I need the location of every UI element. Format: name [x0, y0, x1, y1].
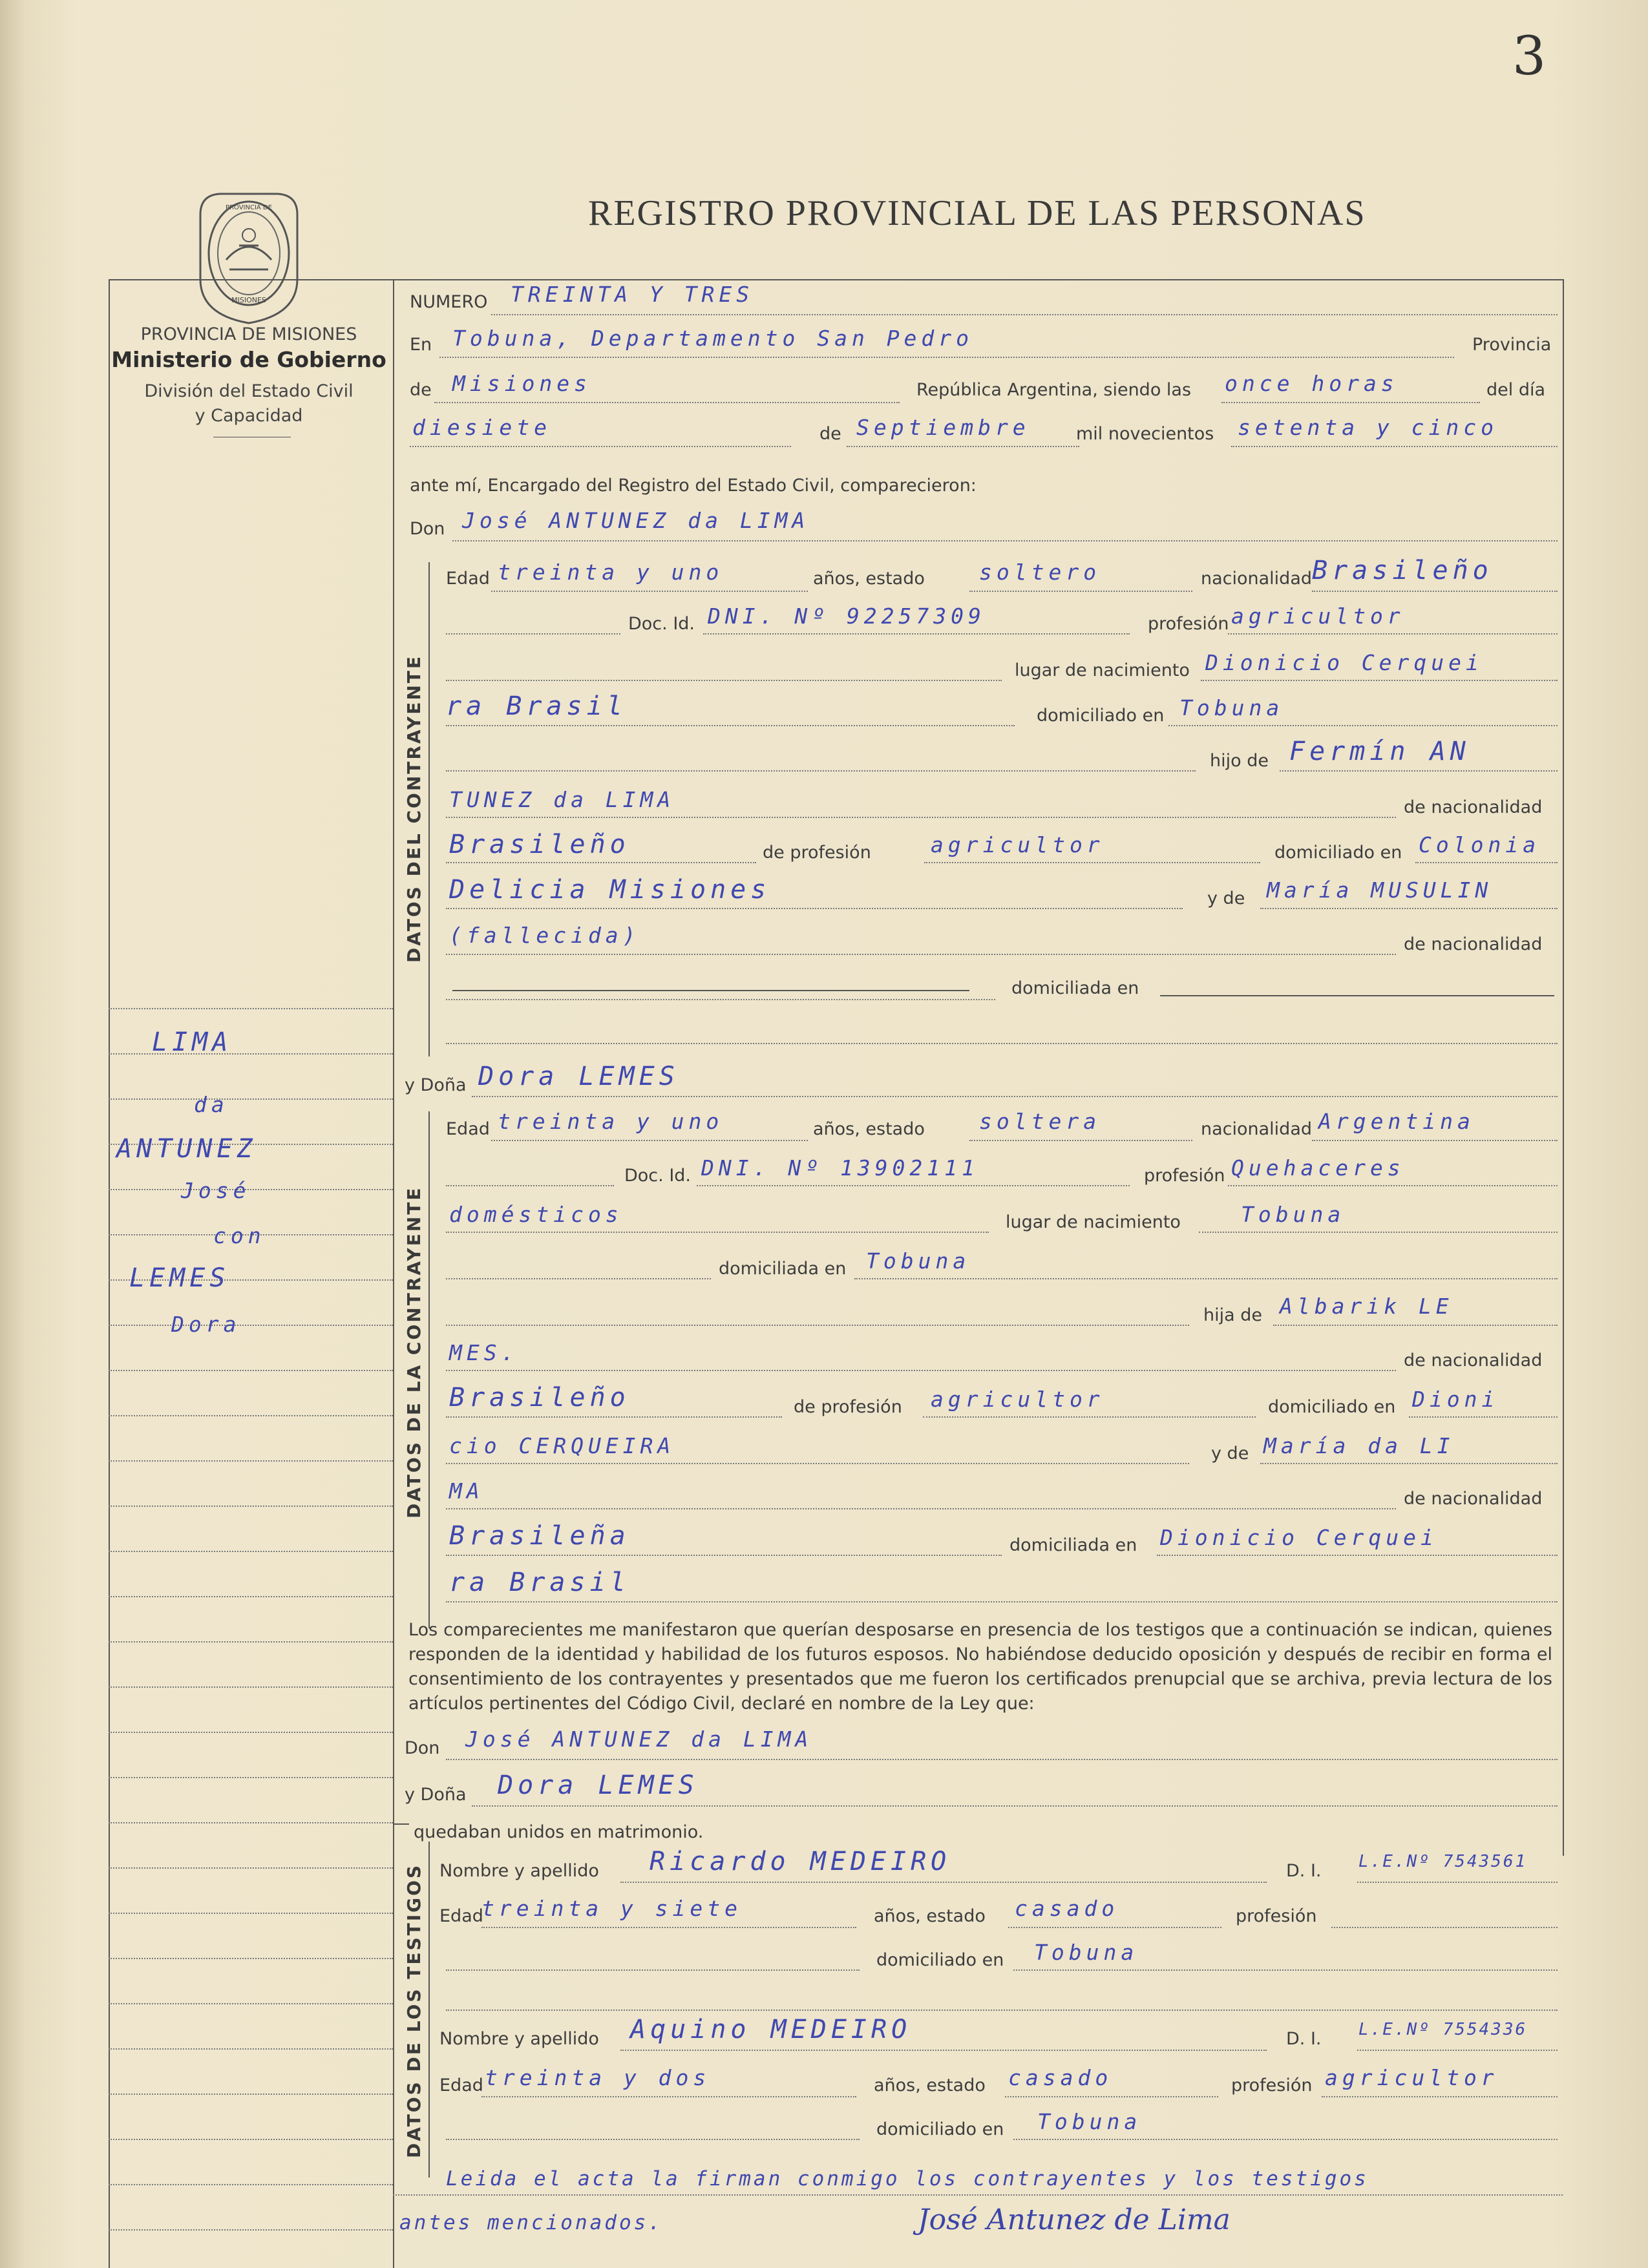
- closing-note-line-2: antes mencionados.: [399, 2211, 663, 2234]
- f-prof-value-2: domésticos: [449, 1202, 623, 1227]
- anio-dots: [1231, 446, 1558, 447]
- dia-dots: [410, 446, 791, 447]
- f-dom-label: domiciliada en: [719, 1259, 847, 1279]
- c-madre-dom-label: domiciliada en: [1011, 978, 1139, 998]
- f-doc-label: Doc. Id.: [624, 1166, 692, 1186]
- c-nac-label: nacionalidad: [1201, 569, 1313, 589]
- don-value: José ANTUNEZ da LIMA: [462, 508, 810, 533]
- f-lugar-value: Tobuna: [1241, 1202, 1346, 1227]
- c-padre-prof-value: agricultor: [931, 832, 1104, 857]
- don-dots: [452, 540, 1558, 541]
- t1-estado-dots: [1008, 1927, 1221, 1928]
- c-padre-nac-value: Brasileño: [449, 830, 630, 859]
- closing-rule: [393, 2194, 1563, 2196]
- c-extra-dots: [446, 1043, 1558, 1044]
- closing-note-line-1: Leida el acta la firman conmigo los contrayentes y los testigos: [446, 2167, 1369, 2190]
- margin-note-line-6: LEMES: [129, 1263, 230, 1293]
- f-padre-value-2: MES.: [449, 1340, 519, 1365]
- contrayente-bracket: [428, 562, 430, 1056]
- t1-edad-dots: [481, 1927, 856, 1928]
- f-madre-nac-dots: [446, 1555, 1002, 1556]
- don-label: Don: [410, 519, 445, 539]
- decl-don-value: José ANTUNEZ da LIMA: [465, 1727, 813, 1752]
- en-label: En: [410, 335, 432, 355]
- f-madre-dom-value-1: Dionicio Cerquei: [1160, 1525, 1438, 1550]
- margin-note-line-5: con: [213, 1223, 266, 1248]
- t-sep-dots: [446, 2010, 1558, 2011]
- c-padre-nac-label: de nacionalidad: [1404, 797, 1543, 817]
- dona-value: Dora LEMES: [478, 1062, 679, 1091]
- document-title: REGISTRO PROVINCIAL DE LAS PERSONAS: [588, 193, 1366, 233]
- c-dom-value: Tobuna: [1179, 695, 1284, 720]
- c-madre-dom-dots: [446, 999, 995, 1000]
- f-dom-dots: [854, 1278, 1558, 1279]
- margin-note-line-7: Dora: [171, 1312, 241, 1337]
- c-prof-label: profesión: [1148, 614, 1229, 634]
- numero-dots: [491, 314, 1558, 315]
- f-padre2-dots: [446, 1370, 1396, 1371]
- header-division: División del Estado Civil: [144, 381, 354, 401]
- f-nac-value: Argentina: [1318, 1109, 1475, 1134]
- c-padre-value-1: Fermín AN: [1289, 737, 1470, 766]
- t1-estado-label: años, estado: [874, 1906, 986, 1926]
- t2-dom-lead-dots: [446, 2139, 860, 2140]
- t2-prof-dots: [1322, 2096, 1558, 2097]
- hora-value: once horas: [1225, 371, 1399, 396]
- c-estado-value: soltero: [979, 560, 1101, 585]
- f-padre-dom-dots: [1409, 1416, 1558, 1418]
- c-doc-lead-dots: [446, 633, 620, 635]
- f-hija-label: hija de: [1203, 1305, 1262, 1325]
- t2-edad-value: treinta y dos: [485, 2065, 711, 2090]
- t1-dom-lead-dots: [446, 1969, 860, 1971]
- t2-edad-label: Edad: [439, 2075, 483, 2095]
- margin-note-line-2: da: [194, 1092, 229, 1117]
- t2-dom-dots: [1013, 2139, 1558, 2140]
- c-madre-value-2: (fallecida): [449, 923, 640, 948]
- f-padre-nac-dots: [446, 1416, 782, 1418]
- t2-edad-dots: [481, 2096, 856, 2097]
- decl-dona-value: Dora LEMES: [498, 1770, 699, 1800]
- f-padre-dom2-dots: [446, 1463, 1189, 1464]
- t2-estado-label: años, estado: [874, 2075, 986, 2095]
- republica-label: República Argentina, siendo las: [916, 380, 1192, 400]
- f-madre-nac-label: de nacionalidad: [1404, 1489, 1543, 1509]
- c-madre2-dots: [446, 954, 1396, 955]
- f-lugar-label: lugar de nacimiento: [1006, 1212, 1181, 1232]
- f-padre-dom-value-2: cio CERQUEIRA: [449, 1433, 675, 1458]
- f-madre2-dots: [446, 1508, 1396, 1509]
- c-lugar2-dots: [446, 725, 1015, 726]
- f-nac-dots: [1312, 1140, 1558, 1141]
- mes-de-label: de: [819, 424, 841, 444]
- c-lugar-lead-dots: [446, 680, 1002, 681]
- decl-don-label: Don: [405, 1738, 440, 1758]
- f-padre-prof-dots: [923, 1416, 1256, 1418]
- f-madre-dom2-dots: [446, 1601, 1558, 1602]
- f-madre-dom-label: domiciliada en: [1009, 1535, 1137, 1555]
- t1-nombre-dots: [620, 1882, 1267, 1883]
- f-hija-lead-dots: [446, 1325, 1189, 1326]
- testigos-side-label: DATOS DE LOS TESTIGOS: [403, 1863, 425, 2158]
- f-padre-prof-label: de profesión: [794, 1397, 902, 1417]
- c-hijo-label: hijo de: [1210, 751, 1269, 771]
- f-madre-label: y de: [1211, 1444, 1249, 1464]
- c-edad-value: treinta y uno: [498, 560, 724, 585]
- f-padre-nac-label: de nacionalidad: [1404, 1350, 1543, 1370]
- t1-di-dots: [1357, 1882, 1558, 1883]
- c-padre-nac-dots: [446, 862, 756, 863]
- c-madre-value-1: María MUSULIN: [1267, 877, 1493, 903]
- contrayente-side-label: DATOS DEL CONTRAYENTE: [403, 654, 425, 963]
- mes-dots: [847, 446, 1079, 447]
- provincia-label: Provincia: [1472, 335, 1552, 355]
- c-edad-dots: [491, 591, 808, 592]
- c-padre-prof-label: de profesión: [763, 843, 871, 863]
- f-padre-dom-value-1: Dioni: [1412, 1387, 1499, 1412]
- c-padre-value-2: TUNEZ da LIMA: [449, 787, 675, 812]
- f-dom-lead-dots: [446, 1278, 711, 1279]
- f-doc-lead-dots: [446, 1185, 614, 1186]
- c-dom-label: domiciliado en: [1037, 706, 1165, 726]
- t2-estado-dots: [1005, 2096, 1218, 2097]
- t1-nombre-label: Nombre y apellido: [439, 1861, 599, 1881]
- t1-dom-dots: [1013, 1969, 1558, 1971]
- f-edad-dots: [491, 1140, 808, 1141]
- t1-estado-value: casado: [1015, 1896, 1119, 1921]
- f-dom-value: Tobuna: [866, 1248, 971, 1274]
- c-hijo-lead-dots: [446, 770, 1196, 772]
- c-madre-dom-strike-1: [452, 990, 969, 991]
- f-edad-label: Edad: [446, 1119, 490, 1139]
- numero-label: NUMERO: [410, 292, 488, 312]
- c-padre-dom2-dots: [446, 908, 1183, 909]
- c-padre-prof-dots: [924, 862, 1260, 863]
- provincia-value: Misiones: [452, 371, 591, 396]
- f-padre-dom-label: domiciliado en: [1268, 1397, 1396, 1417]
- margin-left-rule: [109, 279, 110, 2268]
- de-label: de: [410, 380, 432, 400]
- mes-value: Septiembre: [856, 415, 1030, 440]
- margin-divider: [393, 279, 394, 2268]
- c-lugar-label: lugar de nacimiento: [1015, 660, 1190, 680]
- t1-di-label: D. I.: [1286, 1861, 1322, 1881]
- dona-label: y Doña: [405, 1075, 467, 1095]
- margin-note-line-4: José: [181, 1178, 251, 1203]
- c-doc-label: Doc. Id.: [628, 614, 695, 634]
- page-number: 3: [1512, 26, 1547, 87]
- en-value: Tobuna, Departamento San Pedro: [452, 326, 974, 351]
- seal-bottom-text: MISIONES: [231, 296, 266, 304]
- c-madre-nac-label: de nacionalidad: [1404, 934, 1543, 954]
- c-madre-label: y de: [1207, 888, 1245, 908]
- f-lugar-dots: [1199, 1232, 1558, 1233]
- numero-value: TREINTA Y TRES: [511, 282, 754, 307]
- c-padre-dom-value-1: Colonia: [1419, 832, 1541, 857]
- t1-prof-dots: [1331, 1927, 1558, 1928]
- c-padre2-dots: [446, 817, 1396, 818]
- t2-nombre-label: Nombre y apellido: [439, 2029, 599, 2049]
- f-prof-value-1: Quehaceres: [1231, 1155, 1405, 1181]
- f-doc-value: DNI. Nº 13902111: [701, 1155, 979, 1181]
- mil-label: mil novecientos: [1076, 424, 1214, 444]
- f-padre-prof-value: agricultor: [931, 1387, 1104, 1412]
- c-nac-value: Brasileño: [1312, 556, 1493, 585]
- header-division-2: y Capacidad: [195, 406, 303, 426]
- declaration-text: Los comparecientes me manifestaron que querían desposarse en presencia de los testigos que a continuación se indican, quienes responden de la identidad y habilidad de los futuros esposos. No habiéndose deducido oposición y después de recibir en forma el consentimiento de los contrayentes y presentados que me fueron los certificados prenupcial que se archiva, previa lectura de los artículos pertinentes del Código Civil, declaré en nombre de la Ley que:: [408, 1620, 1552, 1714]
- f-padre-value-1: Albarik LE: [1280, 1294, 1453, 1319]
- del-dia-label: del día: [1486, 380, 1546, 400]
- decl-don-dots: [446, 1759, 1558, 1760]
- c-prof-value: agricultor: [1231, 604, 1405, 629]
- f-prof-label: profesión: [1144, 1166, 1225, 1186]
- testigos-bracket: [428, 1842, 430, 2178]
- c-lugar-value-1: Dionicio Cerquei: [1205, 650, 1483, 675]
- decl-dona-label: y Doña: [405, 1785, 467, 1805]
- f-madre-nac-value: Brasileña: [449, 1521, 630, 1551]
- f-estado-label: años, estado: [813, 1119, 925, 1139]
- f-padre-nac-value: Brasileño: [449, 1383, 630, 1412]
- t2-dom-label: domiciliado en: [876, 2119, 1004, 2139]
- f-madre-value-1: María da LI: [1263, 1433, 1455, 1458]
- anio-value: setenta y cinco: [1238, 415, 1499, 440]
- dia-value: diesiete: [412, 415, 551, 440]
- t1-dom-value: Tobuna: [1034, 1940, 1139, 1965]
- c-nac-dots: [1312, 591, 1558, 592]
- t1-dom-label: domiciliado en: [876, 1950, 1004, 1970]
- c-prof-dots: [1228, 633, 1558, 635]
- t1-edad-label: Edad: [439, 1906, 483, 1926]
- margin-note-line-3: ANTUNEZ: [116, 1134, 257, 1164]
- t1-edad-value: treinta y siete: [481, 1896, 743, 1921]
- signature: José Antunez de Lima: [918, 2203, 1231, 2236]
- contrayenta-side-label: DATOS DE LA CONTRAYENTE: [403, 1186, 425, 1518]
- c-doc-value: DNI. Nº 92257309: [708, 604, 986, 629]
- hora-dots: [1221, 402, 1480, 403]
- c-padre-dom-value-2: Delicia Misiones: [449, 875, 771, 905]
- t1-nombre-value: Ricardo MEDEIRO: [650, 1847, 951, 1876]
- contrayenta-bracket: [428, 1111, 430, 1628]
- t2-nombre-dots: [620, 2050, 1267, 2051]
- c-dom-dots: [1168, 725, 1558, 726]
- c-madre-dom-strike-2: [1160, 995, 1554, 996]
- c-madre-dots: [1260, 908, 1558, 909]
- f-prof2-dots: [446, 1232, 989, 1233]
- t1-di-value: L.E.Nº 7543561: [1358, 1852, 1528, 1871]
- f-madre-dots: [1260, 1463, 1558, 1464]
- t2-di-label: D. I.: [1286, 2029, 1322, 2049]
- f-prof-dots: [1228, 1185, 1558, 1186]
- decl-closing: quedaban unidos en matrimonio.: [414, 1822, 704, 1842]
- provincial-seal-icon: [194, 189, 304, 326]
- c-doc-dots: [703, 633, 1130, 635]
- f-estado-dots: [969, 1140, 1192, 1141]
- c-estado-dots: [969, 591, 1192, 592]
- header-province: PROVINCIA DE MISIONES: [140, 324, 357, 344]
- t2-dom-value: Tobuna: [1037, 2109, 1142, 2134]
- t1-prof-label: profesión: [1236, 1906, 1317, 1926]
- c-estado-label: años, estado: [813, 569, 925, 589]
- t2-nombre-value: Aquino MEDEIRO: [630, 2015, 912, 2044]
- f-hija-dots: [1273, 1325, 1558, 1326]
- f-doc-dots: [697, 1185, 1130, 1186]
- ante-mi-text: ante mí, Encargado del Registro del Estado Civil, comparecieron:: [410, 476, 977, 496]
- c-hijo-dots: [1280, 770, 1558, 772]
- seal-top-text: PROVINCIA DE: [226, 204, 272, 211]
- decl-dona-dots: [472, 1805, 1558, 1807]
- t2-di-dots: [1357, 2050, 1558, 2051]
- f-madre-dom-value-2: ra Brasil: [449, 1568, 630, 1597]
- t2-prof-value: agricultor: [1325, 2065, 1499, 2090]
- t2-prof-label: profesión: [1231, 2075, 1313, 2095]
- decl-rule-stub: [393, 1823, 409, 1825]
- c-edad-label: Edad: [446, 569, 490, 589]
- f-edad-value: treinta y uno: [498, 1109, 724, 1134]
- t2-di-value: L.E.Nº 7554336: [1358, 2020, 1528, 2039]
- f-nac-label: nacionalidad: [1201, 1119, 1313, 1139]
- f-estado-value: soltera: [979, 1109, 1101, 1134]
- f-madre-value-2: MA: [449, 1478, 484, 1504]
- c-padre-dom-label: domiciliado en: [1274, 843, 1402, 863]
- margin-note-line-1: LIMA: [152, 1027, 233, 1057]
- c-padre-dom-dots: [1415, 862, 1558, 863]
- f-madre-dom-dots: [1157, 1555, 1558, 1556]
- header-ministry: Ministerio de Gobierno: [111, 347, 386, 372]
- c-lugar-dots: [1201, 680, 1558, 681]
- en-dots: [439, 357, 1454, 358]
- t2-estado-value: casado: [1008, 2065, 1113, 2090]
- c-lugar-value-2: ra Brasil: [446, 691, 627, 721]
- dona-dots: [472, 1096, 1558, 1097]
- de-dots: [434, 402, 900, 403]
- form-right-rule: [1563, 279, 1564, 1856]
- form-top-rule: [109, 279, 1563, 280]
